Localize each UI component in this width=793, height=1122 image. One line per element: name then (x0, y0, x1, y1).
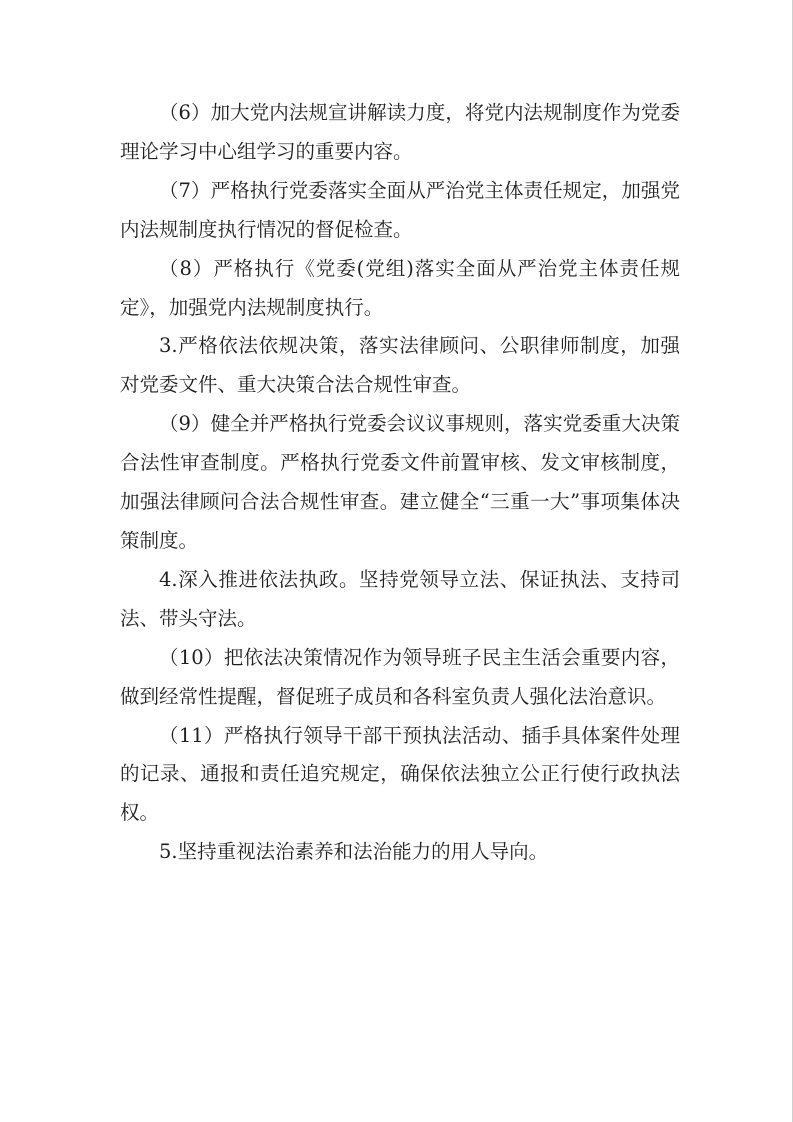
paragraph-item-10: （10）把依法决策情况作为领导班子民主生活会重要内容，做到经常性提醒，督促班子成员和各科室负责人强化法治意识。 (120, 645, 680, 708)
paragraph-item-6: （6）加大党内法规宣讲解读力度，将党内法规制度作为党委理论学习中心组学习的重要内容。 (120, 101, 680, 163)
section-heading-4: 4.深入推进依法执政。坚持党领导立法、保证执法、支持司法、带头守法。 (120, 567, 680, 630)
section-heading-5: 5.坚持重视法治素养和法治能力的用人导向。 (159, 840, 549, 864)
paragraph-item-8: （8）严格执行《党委(党组)落实全面从严治党主体责任规定》，加强党内法规制度执行。 (120, 256, 680, 319)
paragraph-item-7: （7）严格执行党委落实全面从严治党主体责任规定，加强党内法规制度执行情况的督促检查。 (120, 178, 680, 241)
section-heading-3: 3.严格依法依规决策，落实法律顾问、公职律师制度，加强对党委文件、重大决策合法合规性审查。 (120, 334, 680, 397)
paragraph-item-9: （9）健全并严格执行党委会议议事规则，落实党委重大决策合法性审查制度。严格执行党委文件前置审核、发文审核制度，加强法律顾问合法合规性审查。建立健全“三重一大”事项集体决策制度。 (120, 412, 680, 552)
document-body (120, 94, 680, 872)
paragraph-item-11: （11）严格执行领导干部干预执法活动、插手具体案件处理的记录、通报和责任追究规定，确保依法独立公正行使行政执法权。 (120, 723, 680, 825)
